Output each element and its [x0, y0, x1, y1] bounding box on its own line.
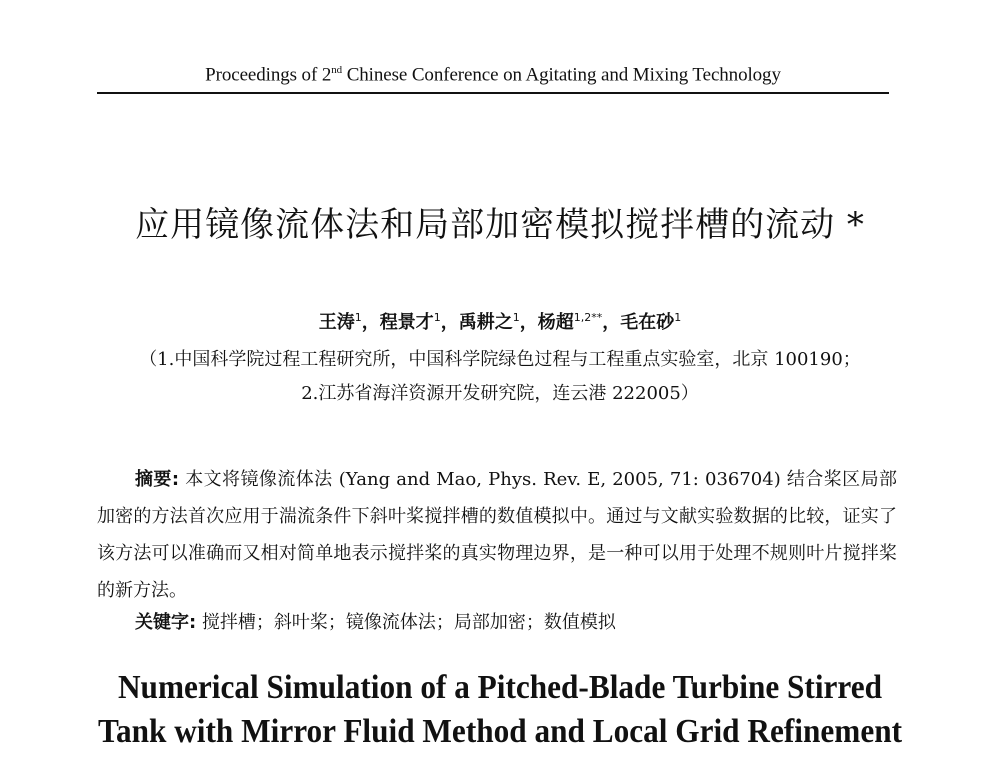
keywords-text: 搅拌槽；斜叶桨；镜像流体法；局部加密；数值模拟: [196, 612, 616, 633]
affiliation-1: （1.中国科学院过程工程研究所，中国科学院绿色过程与工程重点实验室，北京 100190；: [139, 349, 861, 370]
author-affil-sup: 1: [433, 311, 441, 324]
author-name: 杨超: [537, 312, 574, 333]
chinese-title: 应用镜像流体法和局部加密模拟搅拌槽的流动 *: [135, 205, 865, 245]
english-title: [40, 666, 960, 754]
author-name: 程景才: [379, 312, 434, 333]
author-name: 禹耕之: [458, 312, 513, 333]
abstract-label: 摘要:: [135, 469, 180, 490]
header-suffix: Chinese Conference on Agitating and Mixing Technology: [342, 64, 781, 86]
author-name: 王涛: [318, 312, 355, 333]
author-separator: ，: [361, 312, 380, 333]
author-name: 毛在砂: [620, 312, 675, 333]
author-separator: ，: [602, 312, 621, 333]
affiliation-2: 2.江苏省海洋资源开发研究院，连云港 222005）: [301, 383, 699, 404]
running-header: [97, 64, 889, 94]
keywords: [135, 608, 616, 634]
author-affil-sup: 1: [512, 311, 520, 324]
author-list: [0, 308, 1000, 334]
abstract-text: 本文将镜像流体法 (Yang and Mao, Phys. Rev. E, 2005, 71: 036704) 结合桨区局部加密的方法首次应用于湍流条件下斜叶桨搅拌槽的数值模拟中。通过与文献实验数据的比较，证实了该方法可以准确而又相对简单地表示搅拌桨的真实物理边界，是一种可以用于处理不规则叶片搅拌桨的新方法。: [97, 469, 898, 601]
author-separator: ，: [519, 312, 538, 333]
header-sup: nd: [331, 64, 343, 76]
english-title-line-2: Tank with Mirror Fluid Method and Local Grid Refinement: [97, 713, 903, 750]
author-affil-sup: 1: [354, 311, 362, 324]
abstract: [97, 461, 897, 609]
keywords-label: 关键字:: [135, 612, 197, 633]
author-affil-sup: 1,2**: [573, 311, 603, 324]
author-separator: ，: [440, 312, 459, 333]
header-prefix: Proceedings of 2: [205, 64, 332, 86]
author-affil-sup: 1: [674, 311, 682, 324]
english-title-line-1: Numerical Simulation of a Pitched-Blade Turbine Stirred: [117, 669, 883, 706]
